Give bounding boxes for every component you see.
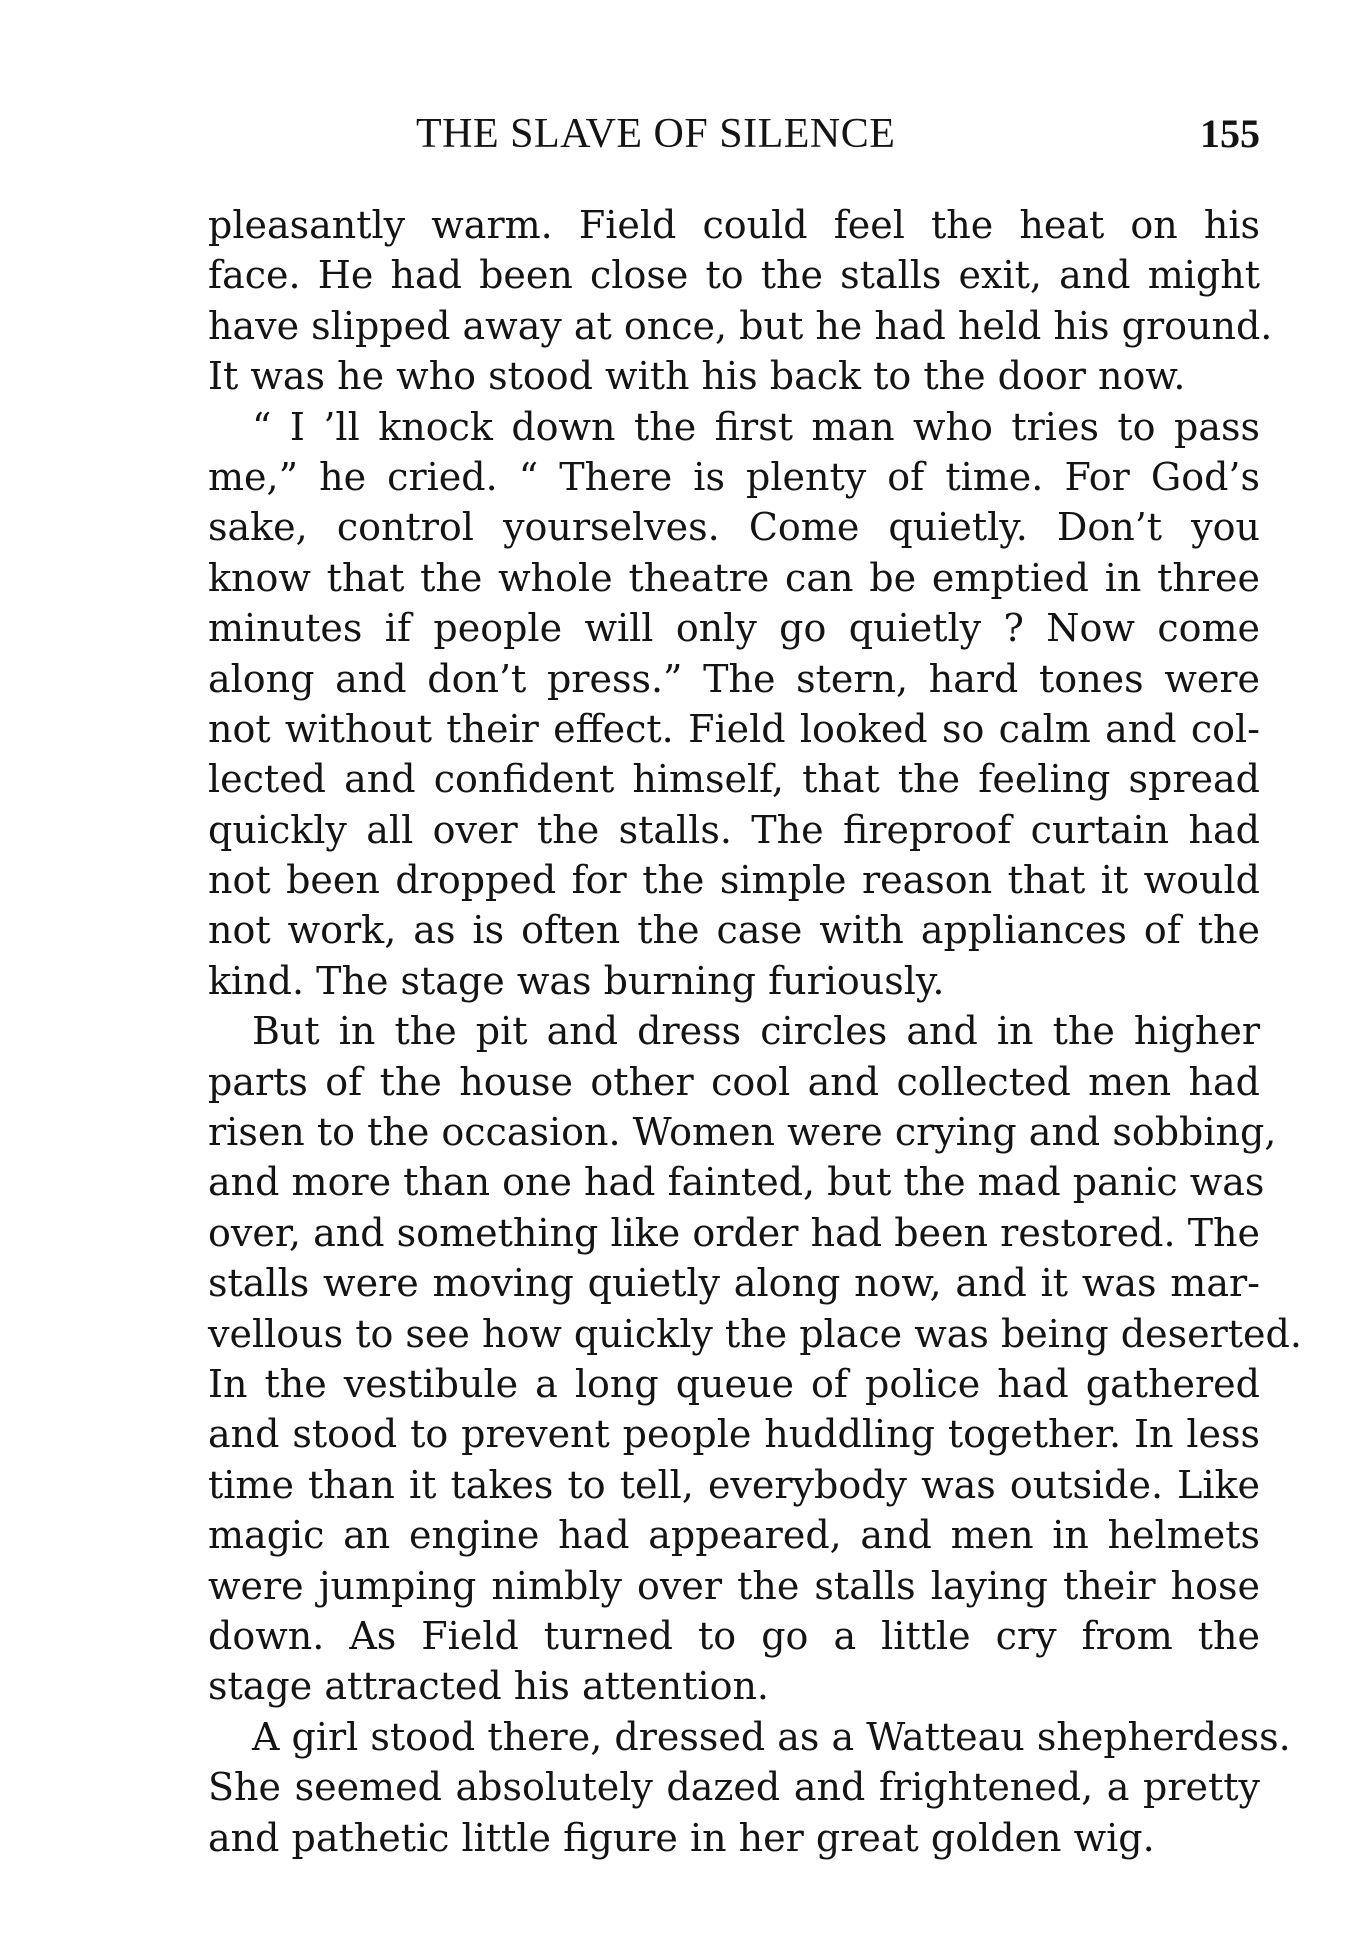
- text-line: me,” he cried. “ There is plenty of time. For God’s: [208, 454, 1260, 499]
- text-line: stage attracted his attention.: [208, 1664, 770, 1709]
- text-line: not been dropped for the simple reason that it would: [208, 858, 1260, 903]
- text-line: A girl stood there, dressed as a Watteau shepherdess.: [252, 1714, 1291, 1759]
- running-title: THE SLAVE OF SILENCE: [416, 111, 896, 157]
- text-line: pleasantly warm. Field could feel the heat on his: [208, 203, 1260, 247]
- text-line: quickly all over the stalls. The fireproof curtain had: [208, 807, 1260, 852]
- text-line: It was he who stood with his back to the door now.: [208, 354, 1186, 399]
- body-text: [208, 200, 1302, 1863]
- text-line: not without their effect. Field looked so calm and col-: [208, 706, 1260, 751]
- text-line: stalls were moving quietly along now, and it was mar-: [208, 1261, 1260, 1306]
- text-line: have slipped away at once, but he had held his ground.: [208, 303, 1273, 348]
- text-line: down. As Field turned to go a little cry from the: [208, 1613, 1260, 1658]
- text-line: over, and something like order had been restored. The: [208, 1210, 1260, 1255]
- text-line: along and don’t press.” The stern, hard tones were: [208, 656, 1260, 701]
- text-line: parts of the house other cool and collected men had: [208, 1059, 1260, 1104]
- text-line: and stood to prevent people huddling together. In less: [208, 1412, 1260, 1457]
- page-header: [208, 104, 1260, 164]
- text-line: “ I ’ll knock down the first man who tries to pass: [252, 404, 1260, 449]
- text-line: face. He had been close to the stalls exit, and might: [208, 253, 1260, 298]
- text-line: She seemed absolutely dazed and frightened, a pretty: [208, 1765, 1260, 1810]
- text-line: not work, as is often the case with appliances of the: [208, 908, 1260, 953]
- text-line: know that the whole theatre can be emptied in three: [208, 555, 1260, 600]
- text-line: kind. The stage was burning furiously.: [208, 958, 945, 1003]
- text-line: magic an engine had appeared, and men in helmets: [208, 1513, 1260, 1558]
- text-line: time than it takes to tell, everybody was outside. Like: [208, 1462, 1260, 1507]
- text-line: and more than one had fainted, but the mad panic was: [208, 1160, 1265, 1205]
- text-line: sake, control yourselves. Come quietly. Don’t you: [208, 505, 1260, 550]
- text-line: minutes if people will only go quietly ? Now come: [208, 606, 1260, 651]
- text-line: lected and confident himself, that the feeling spread: [208, 757, 1260, 802]
- text-line: risen to the occasion. Women were crying and sobbing,: [208, 1110, 1277, 1155]
- text-line: In the vestibule a long queue of police had gathered: [208, 1361, 1260, 1406]
- text-line: were jumping nimbly over the stalls laying their hose: [208, 1563, 1260, 1608]
- text-line: vellous to see how quickly the place was being deserted.: [208, 1311, 1302, 1356]
- text-line: But in the pit and dress circles and in the higher: [252, 1009, 1260, 1054]
- text-line: and pathetic little figure in her great golden wig.: [208, 1815, 1155, 1860]
- page-number: 155: [1200, 111, 1260, 156]
